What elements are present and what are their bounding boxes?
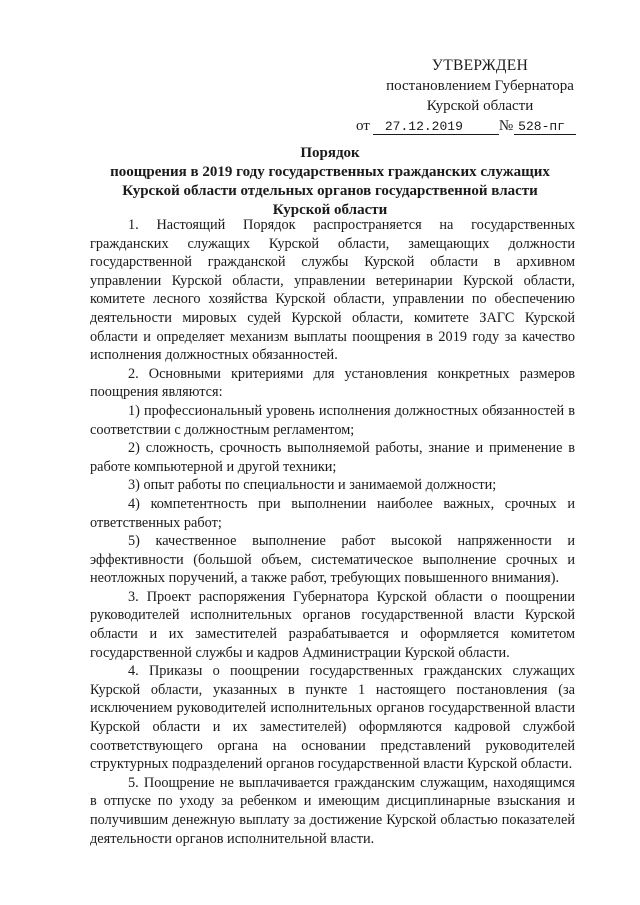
document-body [90,216,575,848]
paragraph-5: 5. Поощрение не выплачивается гражданским служащим, находящимся в отпуске по уходу за ребенком и имеющим дисциплинарные взыскания и получившим денежную выплату за достижение Курской областью показателей деятельности органов исполнительной власти. [90,774,575,847]
criterion-1: 1) профессиональный уровень исполнения должностных обязанностей в соответствии с должностным регламентом; [90,402,575,438]
criterion-5: 5) качественное выполнение работ высокой напряженности и эффективности (большой объем, систематическое выполнение срочных и неотложных поручений, а также работ, требующих повышенного внимания). [90,533,575,587]
paragraph-3: 3. Проект распоряжения Губернатора Курской области о поощрении руководителей исполнительных органов государственной власти Курской области и их заместителей разрабатывается и оформляется комитетом государственной службы и кадров Администрации Курской области. [90,588,575,661]
approval-block [356,56,600,136]
approval-date-line [356,116,600,136]
title-subtitle: поощрения в 2019 году государственных гражданских служащих Курской области отдельных органов государственной власти Курской области [110,164,550,218]
approval-date: 27.12.2019 [373,119,499,135]
number-prefix: № [498,118,514,134]
criterion-2: 2) сложность, срочность выполняемой работы, знание и применение в работе компьютерной и другой техники; [90,440,575,475]
approval-title: УТВЕРЖДЕН [431,57,529,74]
paragraph-4: 4. Приказы о поощрении государственных гражданских служащих Курской области, указанных в пункте 1 настоящего постановления (за исключением руководителей исполнительных органов государственной власти Курской области и их заместителей) оформляются кадровой службой соответствующего органа на основании представлений руководителей структурных подразделений органов государственной власти Курской области. [90,663,575,773]
criterion-4: 4) компетентность при выполнении наиболее важных, срочных и ответственных работ; [90,495,575,531]
approval-line-2: Курской области [426,98,534,114]
title-main: Порядок [300,145,360,161]
approval-number: 528-пг [514,119,576,135]
approval-line-1: постановлением Губернатора [386,78,574,94]
paragraph-1: 1. Настоящий Порядок распространяется на государственных гражданских служащих Курской области, замещающих должности государственной гражданской службы Курской области в архивном управлении Курской области, управлении ветеринарии Курской области, комитете лесного хозяйства Курской области, управлении по обеспечению деятельности мировых судей Курской области, комитете ЗАГС Курской области и определяет механизм выплаты поощрения в 2019 году за качество исполнения должностных обязанностей. [90,217,575,364]
document-title [100,144,560,220]
date-prefix: от [356,118,370,134]
criterion-3: 3) опыт работы по специальности и занимаемой должности; [128,477,497,494]
paragraph-2: 2. Основными критериями для установления конкретных размеров поощрения являются: [90,365,575,401]
